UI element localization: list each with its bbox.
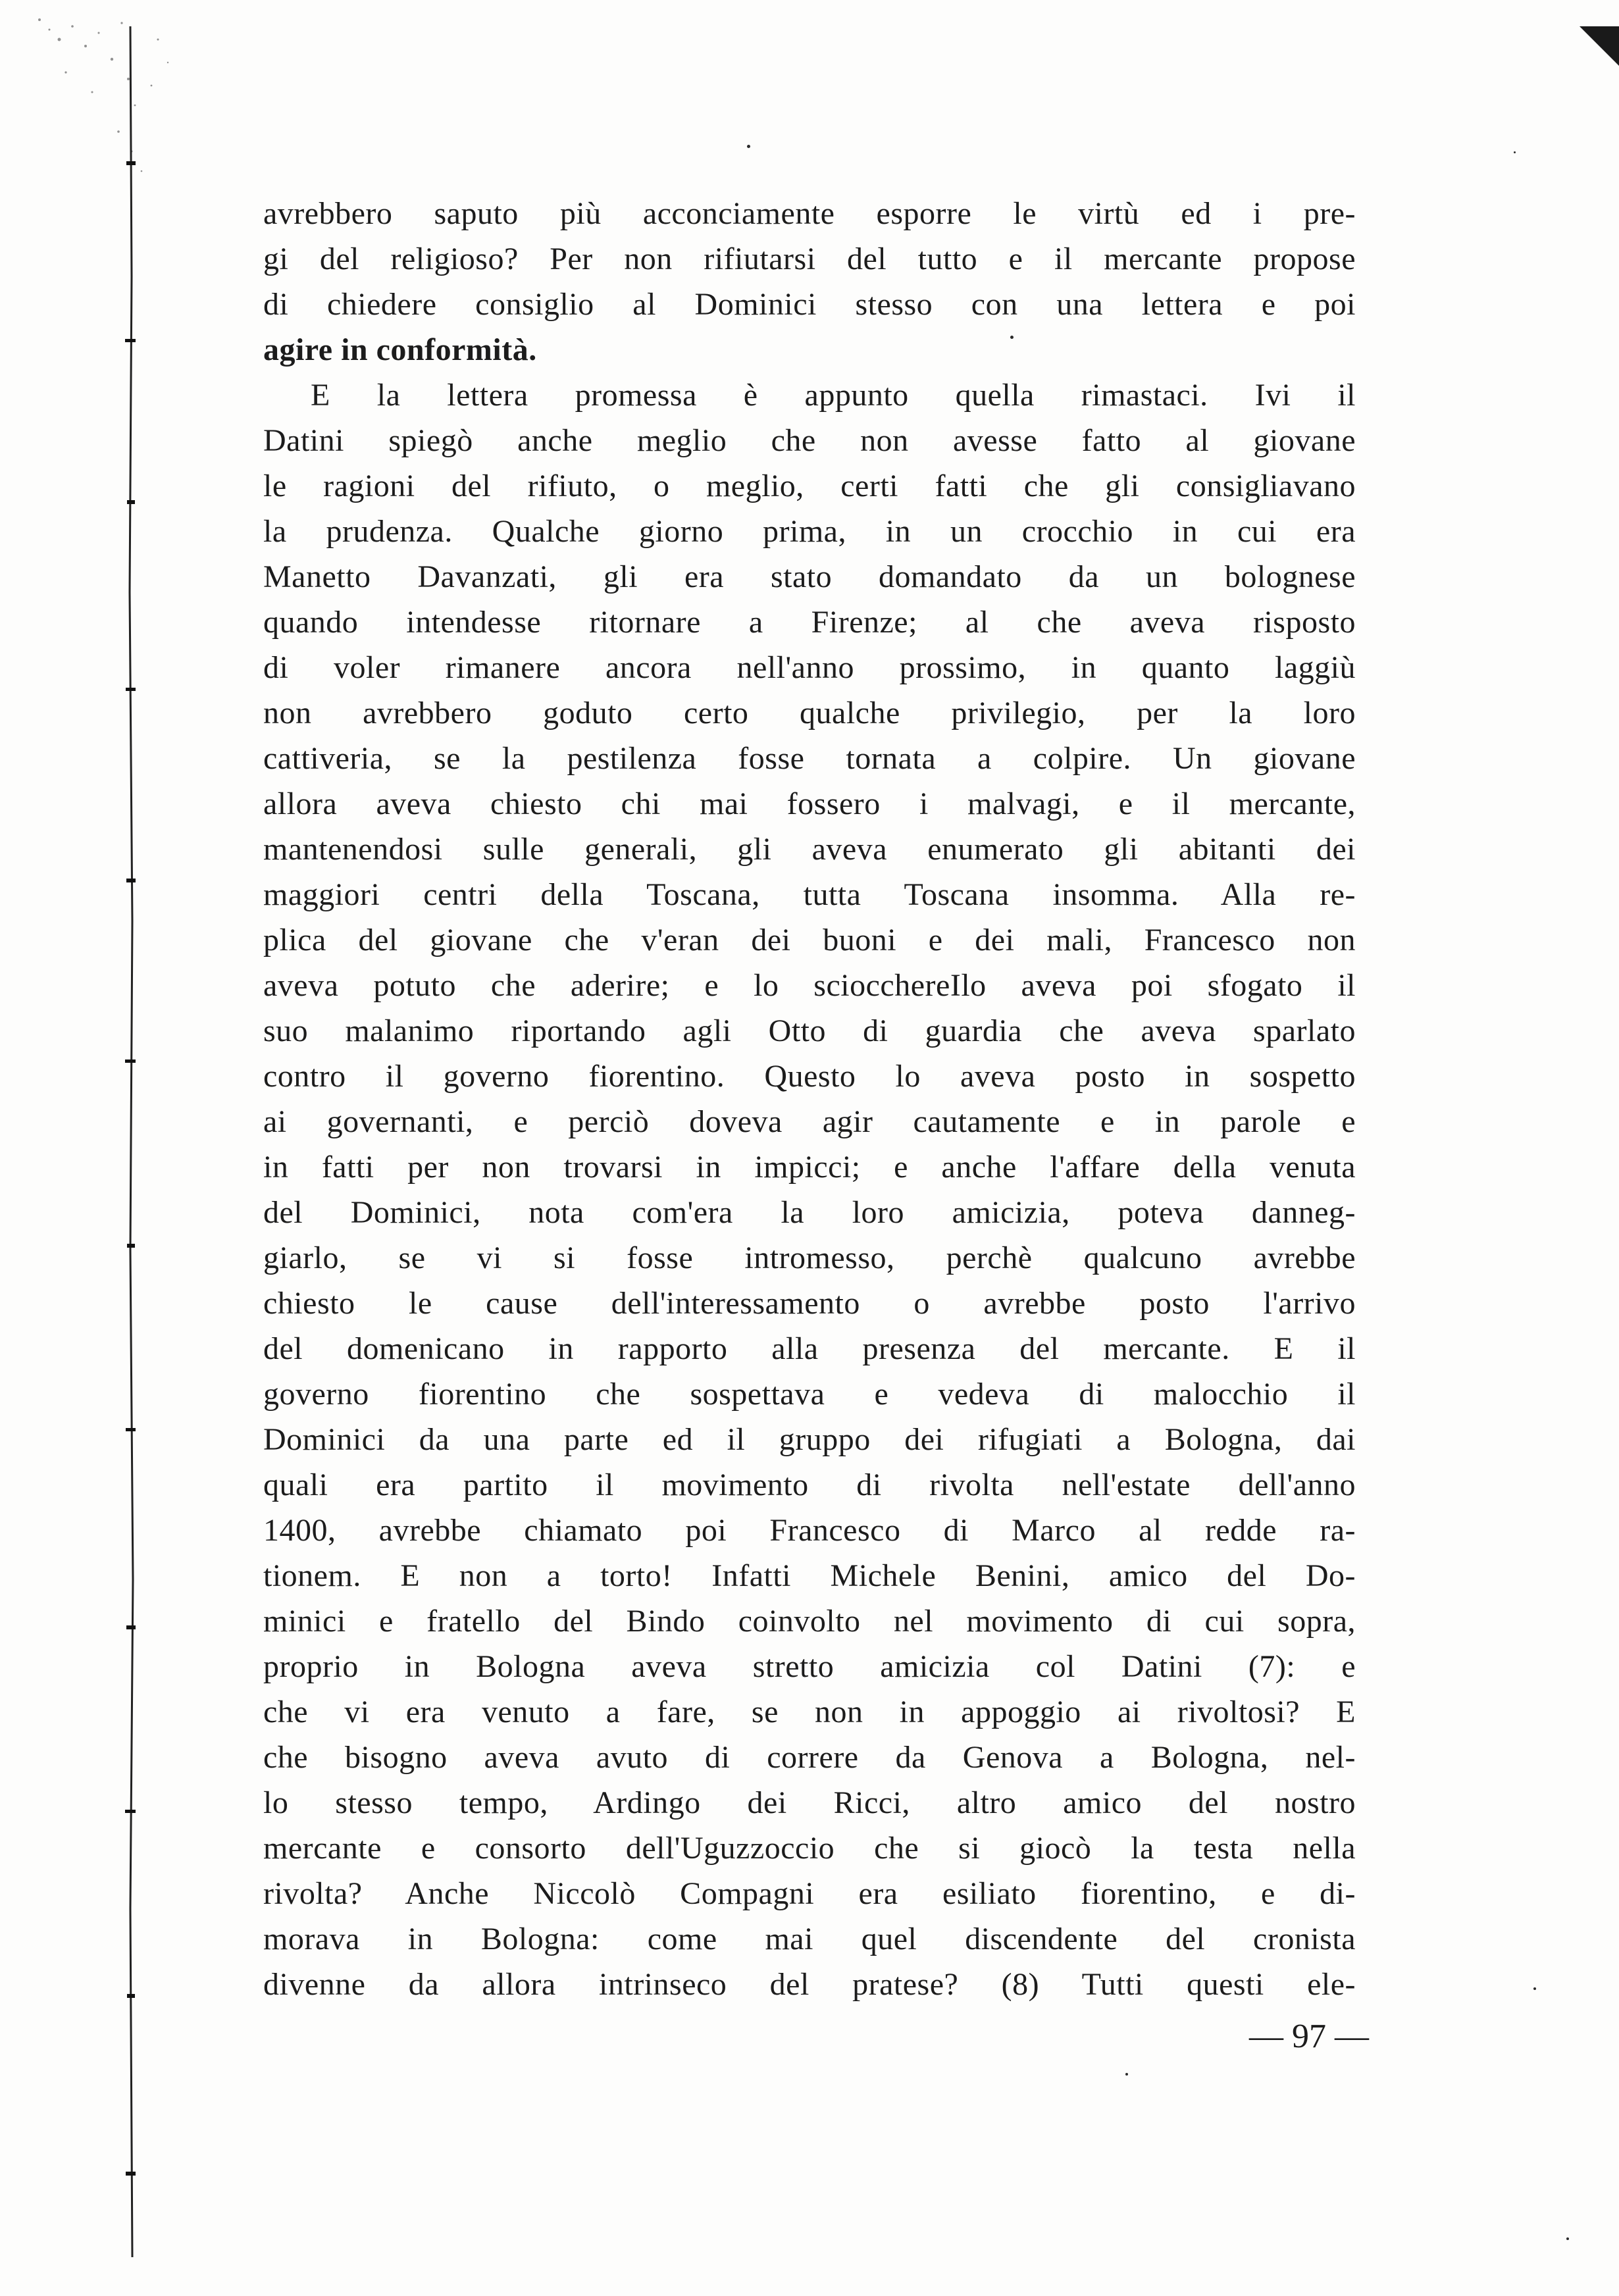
- text-line: avrebbero saputo più acconciamente esporre le virtù ed i pre-: [263, 196, 1356, 231]
- text-line: Manetto Davanzati, gli era stato domandato da un bolognese: [263, 559, 1356, 594]
- text-line: maggiori centri della Toscana, tutta Toscana insomma. Alla re-: [263, 877, 1356, 912]
- text-line: 1400, avrebbe chiamato poi Francesco di Marco al redde ra-: [263, 1513, 1356, 1548]
- text-line: plica del giovane che v'eran dei buoni e dei mali, Francesco non: [263, 923, 1356, 957]
- text-line: tionem. E non a torto! Infatti Michele Benini, amico del Do-: [263, 1558, 1356, 1593]
- text-line: suo malanimo riportando agli Otto di guardia che aveva sparlato: [263, 1013, 1356, 1048]
- text-line: proprio in Bologna aveva stretto amicizia col Datini (7): e: [263, 1649, 1356, 1684]
- text-line: che bisogno aveva avuto di correre da Genova a Bologna, nel-: [263, 1740, 1356, 1775]
- text-line: ai governanti, e perciò doveva agir cautamente e in parole e: [263, 1104, 1356, 1139]
- paragraph-first-line: E la lettera promessa è appunto quella rimastaci. Ivi il: [311, 378, 1356, 413]
- text-line: minici e fratello del Bindo coinvolto nel movimento di cui sopra,: [263, 1604, 1356, 1639]
- text-line: quando intendesse ritornare a Firenze; al che aveva risposto: [263, 605, 1356, 640]
- text-line: gi del religioso? Per non rifiutarsi del tutto e il mercante propose: [263, 242, 1356, 276]
- corner-scan-mark: [1580, 26, 1619, 66]
- text-line: contro il governo fiorentino. Questo lo aveva posto in sospetto: [263, 1059, 1356, 1094]
- text-line: rivolta? Anche Niccolò Compagni era esiliato fiorentino, e di-: [263, 1876, 1356, 1911]
- scan-speck: [1514, 151, 1516, 153]
- text-line: governo fiorentino che sospettava e vedeva di malocchio il: [263, 1377, 1356, 1412]
- text-line: mantenendosi sulle generali, gli aveva enumerato gli abitanti dei: [263, 832, 1356, 867]
- text-line: cattiveria, se la pestilenza fosse tornata a colpire. Un giovane: [263, 741, 1356, 776]
- text-line: Datini spiegò anche meglio che non avesse fatto al giovane: [263, 423, 1356, 458]
- text-line: divenne da allora intrinseco del pratese? (8) Tutti questi ele-: [263, 1967, 1356, 2002]
- text-line: chiesto le cause dell'interessamento o avrebbe posto l'arrivo: [263, 1286, 1356, 1321]
- text-line: che vi era venuto a fare, se non in appoggio ai rivoltosi? E: [263, 1695, 1356, 1729]
- text-line: del Dominici, nota com'era la loro amicizia, poteva danneg-: [263, 1195, 1356, 1230]
- text-line: la prudenza. Qualche giorno prima, in un crocchio in cui era: [263, 514, 1356, 549]
- body-text: [263, 191, 1356, 2007]
- scan-speck: [1533, 1987, 1536, 1990]
- scan-speck: [1010, 336, 1014, 339]
- text-line: allora aveva chiesto chi mai fossero i malvagi, e il mercante,: [263, 786, 1356, 821]
- scan-speck: [1125, 2073, 1128, 2076]
- text-line: agire in conformità.: [263, 332, 537, 367]
- text-line: morava in Bologna: come mai quel discendente del cronista: [263, 1922, 1356, 1956]
- text-line: del domenicano in rapporto alla presenza del mercante. E il: [263, 1331, 1356, 1366]
- scan-speck: [747, 145, 750, 148]
- binding-edge-shadow: [0, 0, 178, 2296]
- text-line: in fatti per non trovarsi in impicci; e anche l'affare della venuta: [263, 1150, 1356, 1185]
- page-number: — 97 —: [1249, 2018, 1369, 2055]
- text-line: le ragioni del rifiuto, o meglio, certi fatti che gli consigliavano: [263, 469, 1356, 503]
- text-line: giarlo, se vi si fosse intromesso, perchè qualcuno avrebbe: [263, 1240, 1356, 1275]
- text-line: quali era partito il movimento di rivolta nell'estate dell'anno: [263, 1467, 1356, 1502]
- text-line: di voler rimanere ancora nell'anno prossimo, in quanto laggiù: [263, 650, 1356, 685]
- text-line: di chiedere consiglio al Dominici stesso con una lettera e poi: [263, 287, 1356, 322]
- text-line: non avrebbero goduto certo qualche privilegio, per la loro: [263, 696, 1356, 730]
- text-line: Dominici da una parte ed il gruppo dei rifugiati a Bologna, dai: [263, 1422, 1356, 1457]
- text-line: aveva potuto che aderire; e lo sciocchereIlo aveva poi sfogato il: [263, 968, 1356, 1003]
- text-line: lo stesso tempo, Ardingo dei Ricci, altro amico del nostro: [263, 1785, 1356, 1820]
- text-line: mercante e consorto dell'Uguzzoccio che si giocò la testa nella: [263, 1831, 1356, 1866]
- scan-speck: [1566, 2237, 1569, 2240]
